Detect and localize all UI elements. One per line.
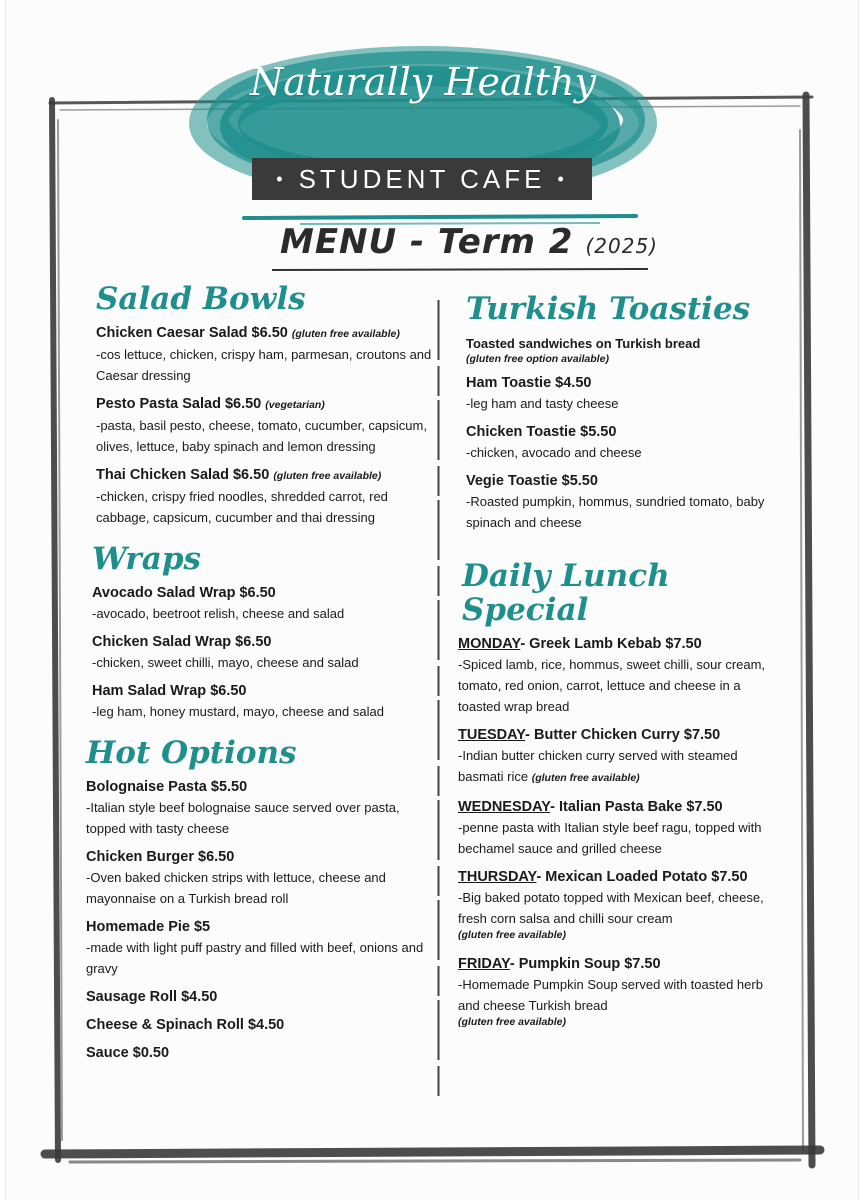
toasties-section: [466, 292, 778, 533]
salad-section: [96, 282, 432, 528]
item-title: - Mexican Loaded Potato $7.50: [536, 869, 748, 886]
item-desc: -chicken, crispy fried noodles, shredded carrot, red cabbage, capsicum, cucumber and thai dressing: [96, 489, 388, 526]
logo-subtitle: STUDENT CAFE: [298, 163, 546, 194]
day-label: FRIDAY: [458, 956, 510, 973]
item-desc: -chicken, avocado and cheese: [466, 445, 642, 461]
hot-heading: Hot Options: [86, 735, 297, 772]
item-desc: -Indian butter chicken curry served with steamed basmati rice: [458, 748, 738, 785]
item-note: (gluten free available): [458, 929, 566, 942]
item-desc: -Big baked potato topped with Mexican beef, cheese, fresh corn salsa and chilli sour cream: [458, 890, 764, 927]
toasties-intro: [466, 334, 778, 365]
menu-item: [86, 778, 432, 839]
left-column: [86, 281, 432, 1072]
item-title: Pesto Pasta Salad $6.50: [96, 396, 262, 413]
item-title: Ham Toastie $4.50: [466, 375, 592, 392]
item-note: (gluten free available): [458, 1016, 566, 1029]
item-title: - Greek Lamb Kebab $7.50: [520, 636, 702, 653]
item-desc: -cos lettuce, chicken, crispy ham, parmesan, croutons and Caesar dressing: [96, 347, 432, 384]
menu-item: [92, 633, 432, 673]
menu-item: [86, 1044, 432, 1063]
item-title: Thai Chicken Salad $6.50: [96, 467, 270, 484]
banner-dot-left: •: [276, 168, 287, 189]
item-desc: -Spiced lamb, rice, hommus, sweet chilli, sour cream, tomato, red onion, carrot, lettuce and cheese in a toasted wrap bread: [458, 657, 766, 715]
menu-title: [280, 222, 660, 272]
hot-section: [86, 736, 432, 1063]
item-note: (gluten free available): [273, 470, 382, 483]
menu-item: [92, 584, 432, 624]
item-desc: -Homemade Pumpkin Soup served with toasted herb and cheese Turkish bread: [458, 977, 763, 1014]
item-title: Cheese & Spinach Roll $4.50: [86, 1017, 285, 1034]
menu-item: [466, 374, 778, 414]
item-desc: -leg ham and tasty cheese: [466, 396, 619, 412]
logo-banner: [252, 158, 592, 200]
item-desc: -pasta, basil pesto, cheese, tomato, cucumber, capsicum, olives, lettuce, baby spinach and lemon dressing: [96, 418, 427, 455]
right-column: [458, 292, 778, 1037]
item-desc: -chicken, sweet chilli, mayo, cheese and salad: [92, 655, 359, 671]
intro-note: (gluten free option available): [466, 353, 609, 366]
toasties-heading: Turkish Toasties: [466, 291, 751, 327]
item-desc: -Oven baked chicken strips with lettuce, cheese and mayonnaise on a Turkish bread roll: [86, 870, 386, 907]
item-title: Chicken Burger $6.50: [86, 849, 235, 866]
menu-item: [466, 423, 778, 463]
item-title: Vegie Toastie $5.50: [466, 473, 598, 490]
day-label: MONDAY: [458, 636, 521, 653]
wraps-section: [92, 542, 432, 722]
item-desc: -Roasted pumpkin, hommus, sundried tomato, baby spinach and cheese: [466, 494, 765, 531]
column-divider: [437, 300, 440, 1100]
item-title: - Pumpkin Soup $7.50: [509, 956, 661, 973]
item-title: Sauce $0.50: [86, 1045, 170, 1062]
menu-item: [458, 868, 778, 941]
item-desc: -Italian style beef bolognaise sauce served over pasta, topped with tasty cheese: [86, 800, 400, 837]
item-note: (gluten free available): [531, 772, 640, 785]
menu-item: [458, 955, 778, 1028]
day-label: THURSDAY: [458, 869, 537, 886]
wraps-heading: Wraps: [92, 541, 201, 578]
intro-text: Toasted sandwiches on Turkish bread: [466, 336, 701, 352]
menu-item: [96, 324, 432, 386]
banner-dot-right: •: [557, 168, 568, 189]
special-section: [458, 559, 778, 1028]
salad-heading: Salad Bowls: [96, 281, 306, 317]
item-title: Avocado Salad Wrap $6.50: [92, 585, 276, 602]
menu-item: [86, 1016, 432, 1035]
menu-item: [466, 472, 778, 533]
menu-title-text: MENU - Term 2: [280, 222, 574, 262]
item-title: Homemade Pie $5: [86, 919, 211, 936]
item-desc: -made with light puff pastry and filled with beef, onions and gravy: [86, 940, 424, 977]
menu-item: [458, 726, 778, 789]
menu-year: (2025): [585, 234, 658, 258]
item-note: (vegetarian): [265, 399, 325, 412]
item-desc: -avocado, beetroot relish, cheese and salad: [92, 606, 345, 622]
item-title: - Butter Chicken Curry $7.50: [525, 727, 721, 744]
title-underline: [270, 266, 650, 274]
logo-title: Naturally Healthy: [250, 60, 596, 104]
day-label: TUESDAY: [458, 727, 526, 744]
menu-item: [458, 635, 778, 717]
item-title: Chicken Salad Wrap $6.50: [92, 634, 272, 651]
item-note: (gluten free available): [291, 328, 400, 341]
menu-item: [92, 682, 432, 722]
menu-item: [86, 918, 432, 979]
item-title: Sausage Roll $4.50: [86, 989, 218, 1006]
menu-item: [458, 798, 778, 859]
cafe-logo: [188, 38, 658, 208]
menu-item: [86, 848, 432, 909]
special-heading: Daily Lunch Special: [462, 558, 670, 629]
item-title: Bolognaise Pasta $5.50: [86, 779, 248, 796]
item-title: Ham Salad Wrap $6.50: [92, 683, 247, 700]
day-label: WEDNESDAY: [458, 799, 551, 816]
item-title: Chicken Toastie $5.50: [466, 424, 617, 441]
item-title: Chicken Caesar Salad $6.50: [96, 325, 288, 342]
item-desc: -penne pasta with Italian style beef ragu, topped with bechamel sauce and grilled cheese: [458, 820, 762, 857]
menu-item: [96, 395, 432, 457]
item-desc: -leg ham, honey mustard, mayo, cheese and salad: [92, 704, 384, 720]
menu-item: [86, 988, 432, 1007]
menu-item: [96, 466, 432, 528]
item-title: - Italian Pasta Bake $7.50: [550, 799, 723, 816]
